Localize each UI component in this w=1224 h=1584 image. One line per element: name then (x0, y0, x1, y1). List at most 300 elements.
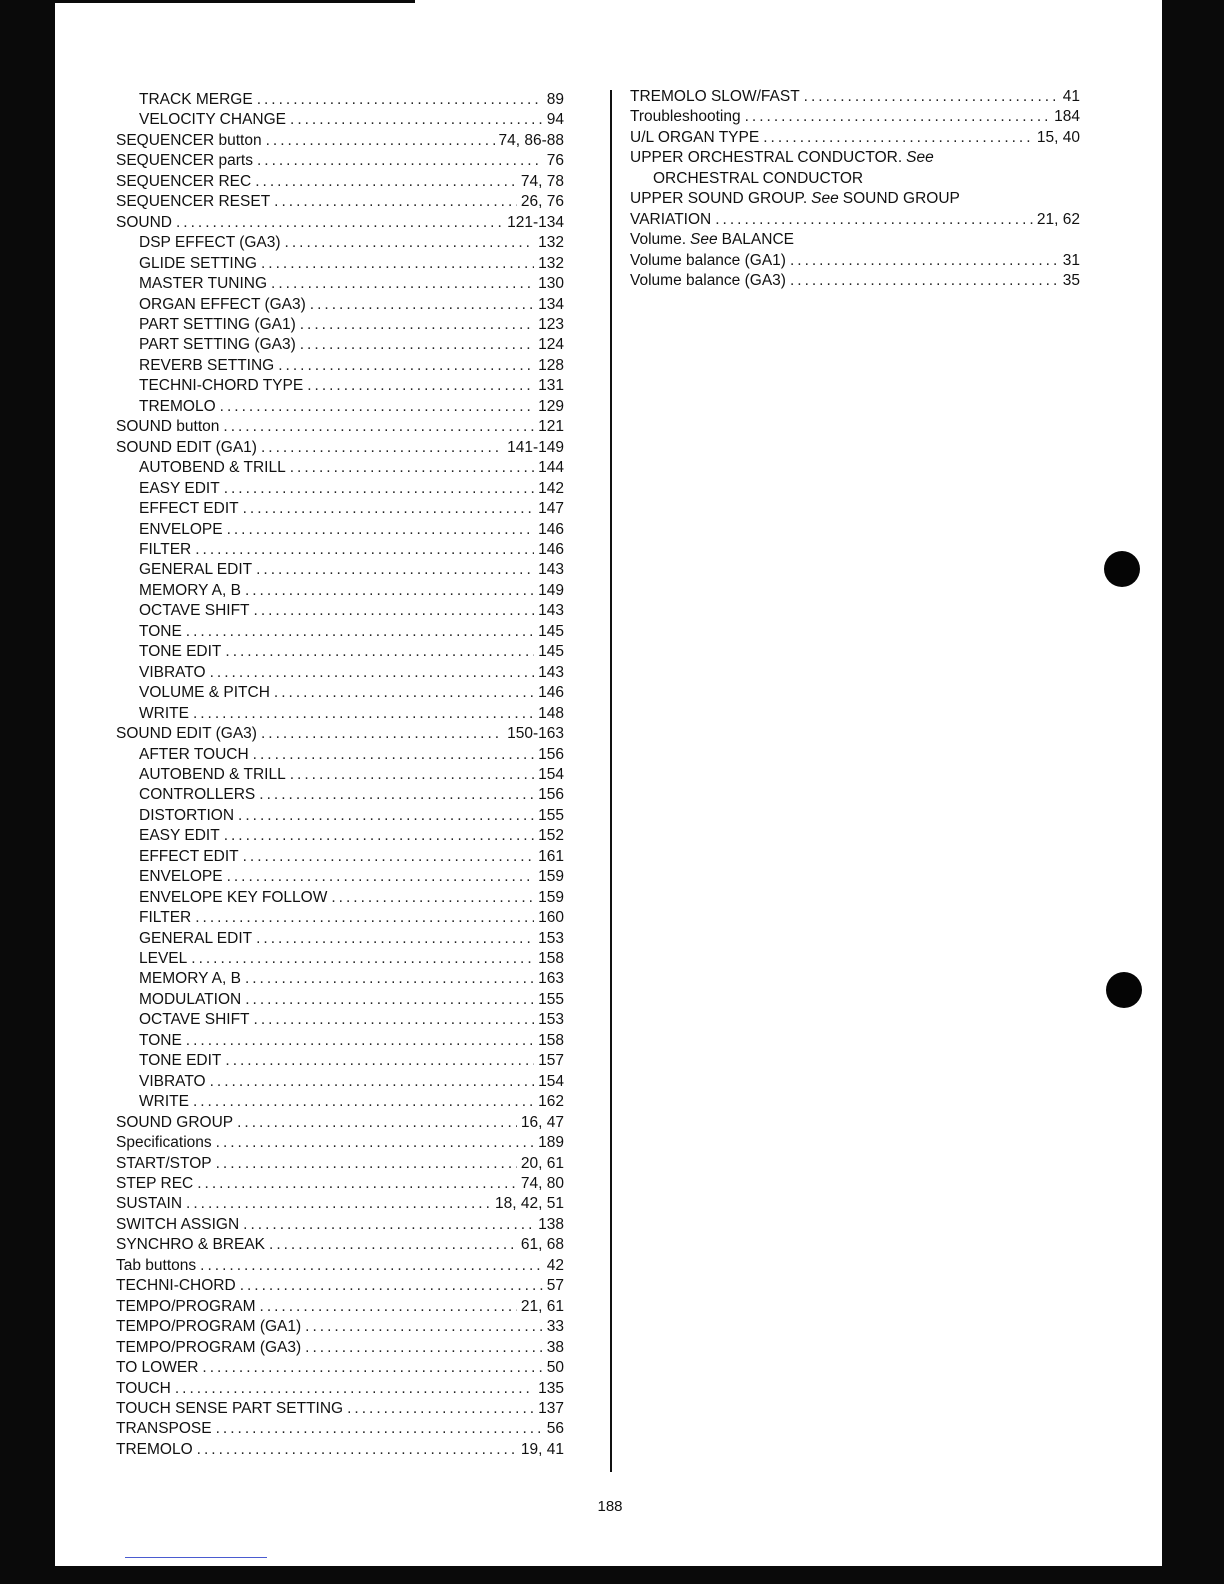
index-term: Tab buttons (116, 1256, 197, 1274)
index-entry (116, 213, 564, 233)
dot-leader (225, 642, 534, 662)
index-term: AFTER TOUCH (139, 745, 249, 763)
index-entry (116, 1072, 564, 1092)
index-term: TRACK MERGE (139, 91, 253, 108)
index-entry (116, 295, 564, 315)
dot-leader (274, 683, 534, 703)
index-page-ref: 74, 80 (520, 1175, 564, 1193)
dot-leader (220, 397, 534, 417)
dot-leader (307, 376, 534, 396)
index-entry (116, 335, 564, 355)
index-entry (116, 560, 564, 580)
index-term: SOUND EDIT (GA1) (116, 438, 257, 456)
dot-leader (210, 1072, 535, 1092)
dot-leader (715, 210, 1033, 230)
index-term: SOUND (116, 213, 172, 231)
dot-leader (285, 233, 535, 253)
index-term: EFFECT EDIT (139, 500, 239, 518)
index-entry (116, 274, 564, 294)
dot-leader (186, 1194, 491, 1214)
index-page-ref: 142 (538, 479, 564, 497)
index-entry (116, 1215, 564, 1235)
dot-leader (223, 417, 534, 437)
index-term: ENVELOPE (139, 520, 223, 538)
index-page-ref: 124 (538, 336, 564, 354)
dot-leader (243, 499, 535, 519)
index-entry (630, 169, 1080, 189)
index-page-ref: 123 (538, 315, 564, 333)
index-page-ref: 57 (546, 1277, 564, 1295)
index-page-ref: 20, 61 (520, 1154, 564, 1172)
index-page-ref: 132 (538, 254, 564, 272)
dot-leader (210, 663, 535, 683)
dot-leader (269, 1235, 517, 1255)
index-term: TEMPO/PROGRAM (GA1) (116, 1318, 302, 1336)
see-reference: See (690, 231, 718, 249)
index-entry (116, 642, 564, 662)
index-entry (116, 1317, 564, 1337)
dot-leader (271, 274, 534, 294)
index-entry (116, 1379, 564, 1399)
index-entry (116, 1235, 564, 1255)
index-term: VIBRATO (139, 663, 206, 681)
dot-leader (290, 458, 534, 478)
index-entry (116, 131, 564, 151)
index-page-ref: 150-163 (507, 725, 564, 743)
index-term: TECHNI-CHORD TYPE (139, 377, 304, 395)
index-page-ref: 134 (538, 295, 564, 313)
index-term: AUTOBEND & TRILL (139, 459, 286, 477)
index-page-ref: 156 (538, 745, 564, 763)
index-page-ref: 158 (538, 1031, 564, 1049)
index-entry (116, 1338, 564, 1358)
index-term: SEQUENCER parts (116, 152, 253, 170)
scan-edge-top (55, 0, 415, 3)
see-target: SOUND GROUP (842, 190, 960, 208)
index-term: TECHNI-CHORD (116, 1277, 236, 1295)
index-page-ref: 184 (1054, 108, 1080, 126)
index-entry (116, 520, 564, 540)
index-entry (116, 990, 564, 1010)
index-entry (116, 254, 564, 274)
index-page-ref: 94 (546, 111, 564, 129)
index-page-ref: 33 (546, 1318, 564, 1336)
index-term: PART SETTING (GA3) (139, 336, 296, 354)
index-page-ref: 148 (538, 704, 564, 722)
index-term: SOUND GROUP (116, 1113, 234, 1131)
index-term: TOUCH SENSE PART SETTING (116, 1400, 344, 1417)
index-entry (116, 908, 564, 928)
column-divider (610, 90, 612, 1472)
index-entry (116, 847, 564, 867)
dot-leader (331, 888, 534, 908)
index-term: START/STOP (116, 1154, 212, 1172)
index-page-ref: 121-134 (507, 213, 564, 231)
index-entry (116, 90, 564, 110)
index-page-ref: 147 (538, 500, 564, 518)
index-page-ref: 143 (538, 663, 564, 681)
index-term: TEMPO/PROGRAM (116, 1297, 256, 1315)
index-entry (116, 376, 564, 396)
index-term: OCTAVE SHIFT (139, 602, 250, 620)
dot-leader (202, 1358, 542, 1378)
index-page-ref: 131 (538, 377, 564, 395)
index-page-ref: 156 (538, 786, 564, 804)
index-entry (116, 315, 564, 335)
index-entry (116, 969, 564, 989)
index-term: Volume balance (GA3) (630, 272, 786, 290)
index-page-ref: 157 (538, 1052, 564, 1070)
dot-leader (245, 581, 534, 601)
index-page-ref: 162 (538, 1093, 564, 1111)
dot-leader (186, 1031, 534, 1051)
index-page-ref: 74, 78 (520, 172, 564, 190)
index-page-ref: 160 (538, 909, 564, 927)
dot-leader (240, 1276, 543, 1296)
index-page-ref: 143 (538, 561, 564, 579)
index-entry (116, 356, 564, 376)
index-page-ref: 26, 76 (520, 193, 564, 211)
index-term: TONE EDIT (139, 1052, 222, 1070)
dot-leader (790, 271, 1059, 291)
index-term: VARIATION (630, 210, 712, 228)
dot-leader (191, 949, 534, 969)
index-term: DISTORTION (139, 806, 235, 824)
see-reference: See (906, 149, 934, 167)
index-term: UPPER SOUND GROUP. (630, 190, 808, 208)
index-page-ref: 50 (546, 1359, 564, 1377)
index-entry (116, 704, 564, 724)
index-entry (116, 581, 564, 601)
index-term: SYNCHRO & BREAK (116, 1236, 266, 1254)
binder-hole-top (1104, 551, 1140, 587)
dot-leader (290, 110, 543, 130)
index-page-ref: 146 (538, 520, 564, 538)
dot-leader (305, 1317, 543, 1337)
index-term: LEVEL (139, 950, 188, 968)
index-term: FILTER (139, 540, 192, 558)
index-page-ref: 135 (538, 1379, 564, 1397)
dot-leader (254, 1010, 535, 1030)
index-term: Troubleshooting (630, 108, 741, 126)
see-target: BALANCE (721, 231, 794, 249)
dot-leader (243, 1215, 534, 1235)
index-entry (116, 397, 564, 417)
index-entry (116, 724, 564, 744)
index-term: AUTOBEND & TRILL (139, 765, 286, 783)
index-entry (116, 479, 564, 499)
index-entry (116, 806, 564, 826)
index-entry (116, 1399, 564, 1419)
dot-leader (804, 87, 1059, 107)
index-page-ref: 159 (538, 888, 564, 906)
index-page-ref: 130 (538, 275, 564, 293)
index-entry (116, 172, 564, 192)
index-term: GENERAL EDIT (139, 929, 253, 947)
index-term: Volume balance (GA1) (630, 251, 786, 269)
index-entry (116, 1154, 564, 1174)
index-term: OCTAVE SHIFT (139, 1011, 250, 1029)
dot-leader (300, 315, 534, 335)
binder-hole-bottom (1106, 972, 1142, 1008)
index-term: TRANSPOSE (116, 1420, 212, 1438)
index-entry (630, 107, 1080, 127)
dot-leader (245, 990, 534, 1010)
dot-leader (193, 704, 534, 724)
index-entry (630, 210, 1080, 230)
dot-leader (225, 1051, 534, 1071)
index-entry (116, 785, 564, 805)
index-entry (116, 1010, 564, 1030)
dot-leader (227, 867, 535, 887)
index-page-ref: 155 (538, 806, 564, 824)
index-term: MEMORY A, B (139, 970, 241, 988)
index-entry (116, 1051, 564, 1071)
index-page-ref: 149 (538, 581, 564, 599)
index-page-ref: 152 (538, 827, 564, 845)
index-term: EFFECT EDIT (139, 847, 239, 865)
index-term: VIBRATO (139, 1072, 206, 1090)
index-column-right (630, 87, 1080, 292)
dot-leader (216, 1419, 543, 1439)
index-term: TREMOLO (116, 1440, 193, 1458)
dot-leader (261, 438, 503, 458)
index-term: ENVELOPE KEY FOLLOW (139, 888, 328, 906)
index-entry (116, 622, 564, 642)
dot-leader (763, 128, 1033, 148)
index-term: MEMORY A, B (139, 581, 241, 599)
index-term: VOLUME & PITCH (139, 684, 270, 702)
dot-leader (216, 1133, 534, 1153)
dot-leader (266, 131, 495, 151)
index-page-ref: 74, 86-88 (498, 131, 564, 149)
dot-leader (186, 622, 534, 642)
index-page-ref: 61, 68 (520, 1236, 564, 1254)
index-term: PART SETTING (GA1) (139, 315, 296, 333)
index-entry (116, 458, 564, 478)
dot-leader (278, 356, 534, 376)
index-term: TOUCH (116, 1379, 171, 1397)
index-page-ref: 56 (546, 1420, 564, 1438)
dot-leader (790, 251, 1059, 271)
index-term: UPPER ORCHESTRAL CONDUCTOR. (630, 149, 903, 167)
index-term: VELOCITY CHANGE (139, 111, 287, 129)
dot-leader (259, 785, 534, 805)
see-reference: See (811, 190, 839, 208)
index-entry (116, 826, 564, 846)
index-page-ref: 35 (1062, 272, 1080, 290)
dot-leader (347, 1399, 534, 1419)
index-page-ref: 144 (538, 459, 564, 477)
index-term: MODULATION (139, 990, 242, 1008)
dot-leader (745, 107, 1051, 127)
index-term: EASY EDIT (139, 479, 220, 497)
index-term: TEMPO/PROGRAM (GA3) (116, 1338, 302, 1356)
dot-leader (305, 1338, 543, 1358)
dot-leader (200, 1256, 543, 1276)
index-entry (116, 1440, 564, 1460)
index-entry (116, 949, 564, 969)
index-page-ref: 154 (538, 765, 564, 783)
index-page-ref: 138 (538, 1215, 564, 1233)
dot-leader (261, 254, 534, 274)
index-term: TONE EDIT (139, 643, 222, 661)
index-page-ref: 38 (546, 1338, 564, 1356)
scan-edge-right (1162, 0, 1224, 1584)
index-term: GENERAL EDIT (139, 561, 253, 579)
index-page-ref: 146 (538, 684, 564, 702)
dot-leader (243, 847, 535, 867)
page-number: 188 (597, 1498, 623, 1515)
index-page-ref: 42 (546, 1256, 564, 1274)
index-entry (116, 417, 564, 437)
index-term: SEQUENCER REC (116, 172, 252, 190)
index-page-ref: 153 (538, 929, 564, 947)
index-page-ref: 161 (538, 847, 564, 865)
index-entry (116, 110, 564, 130)
index-entry (116, 745, 564, 765)
index-term: STEP REC (116, 1175, 194, 1193)
index-entry (630, 271, 1080, 291)
dot-leader (193, 1092, 534, 1112)
dot-leader (175, 1379, 534, 1399)
index-term: REVERB SETTING (139, 356, 275, 374)
index-entry (116, 540, 564, 560)
index-entry (116, 192, 564, 212)
index-entry (630, 128, 1080, 148)
index-entry (116, 888, 564, 908)
index-term: SWITCH ASSIGN (116, 1215, 240, 1233)
dot-leader (257, 151, 543, 171)
index-term: ORCHESTRAL CONDUCTOR (653, 169, 864, 187)
index-entry (116, 499, 564, 519)
index-page-ref: 145 (538, 643, 564, 661)
dot-leader (310, 295, 534, 315)
index-page-ref: 155 (538, 990, 564, 1008)
index-term: U/L ORGAN TYPE (630, 128, 760, 146)
index-entry (630, 189, 1080, 209)
dot-leader (195, 908, 534, 928)
dot-leader (227, 520, 535, 540)
index-column-left (116, 90, 564, 1460)
index-page-ref: 89 (546, 91, 564, 108)
dot-leader (261, 724, 503, 744)
index-entry (116, 1256, 564, 1276)
index-entry (116, 765, 564, 785)
index-term: SEQUENCER button (116, 131, 262, 149)
index-term: EASY EDIT (139, 827, 220, 845)
index-entry (116, 1194, 564, 1214)
index-page-ref: 163 (538, 970, 564, 988)
index-page-ref: 132 (538, 234, 564, 252)
index-page-ref: 31 (1062, 251, 1080, 269)
dot-leader (256, 560, 534, 580)
dot-leader (253, 745, 534, 765)
index-term: SUSTAIN (116, 1195, 183, 1213)
index-page-ref: 145 (538, 622, 564, 640)
index-page-ref: 121 (538, 418, 564, 436)
index-entry (116, 867, 564, 887)
index-term: WRITE (139, 704, 189, 722)
index-entry (116, 1133, 564, 1153)
index-term: GLIDE SETTING (139, 254, 257, 272)
index-page-ref: 143 (538, 602, 564, 620)
dot-leader (176, 213, 503, 233)
index-page-ref: 141-149 (507, 438, 564, 456)
index-entry (116, 929, 564, 949)
index-page-ref: 18, 42, 51 (495, 1195, 564, 1213)
index-term: SOUND EDIT (GA3) (116, 725, 257, 743)
index-page-ref: 21, 62 (1036, 210, 1080, 228)
index-entry (630, 251, 1080, 271)
index-page-ref: 15, 40 (1036, 128, 1080, 146)
index-entry (630, 230, 1080, 250)
index-entry (116, 1092, 564, 1112)
footer-rule (125, 1557, 267, 1558)
dot-leader (300, 335, 534, 355)
index-page-ref: 189 (538, 1134, 564, 1152)
index-page-ref: 76 (546, 152, 564, 170)
dot-leader (254, 601, 535, 621)
scan-edge-bottom (0, 1566, 1224, 1584)
index-entry (630, 148, 1080, 168)
index-term: SOUND button (116, 418, 220, 436)
dot-leader (260, 1297, 517, 1317)
index-page-ref: 153 (538, 1011, 564, 1029)
dot-leader (238, 806, 534, 826)
index-term: SEQUENCER RESET (116, 193, 271, 211)
index-term: TONE (139, 1031, 182, 1049)
index-entry (116, 1113, 564, 1133)
index-term: ENVELOPE (139, 868, 223, 886)
index-term: TREMOLO (139, 397, 216, 415)
scan-edge-left (0, 0, 55, 1584)
index-page-ref: 158 (538, 950, 564, 968)
index-page-ref: 21, 61 (520, 1297, 564, 1315)
index-term: Specifications (116, 1134, 212, 1152)
index-entry (116, 1419, 564, 1439)
dot-leader (197, 1174, 517, 1194)
dot-leader (256, 929, 534, 949)
dot-leader (224, 826, 534, 846)
dot-leader (195, 540, 534, 560)
index-entry (116, 233, 564, 253)
index-page-ref: 41 (1062, 88, 1080, 105)
dot-leader (245, 969, 534, 989)
index-term: Volume. (630, 231, 687, 249)
dot-leader (197, 1440, 517, 1460)
index-entry (630, 87, 1080, 107)
index-page-ref: 128 (538, 356, 564, 374)
index-entry (116, 1358, 564, 1378)
index-term: CONTROLLERS (139, 786, 256, 804)
index-term: FILTER (139, 909, 192, 927)
index-term: TREMOLO SLOW/FAST (630, 88, 800, 105)
dot-leader (290, 765, 534, 785)
dot-leader (257, 90, 543, 110)
dot-leader (224, 479, 534, 499)
index-page-ref: 146 (538, 540, 564, 558)
dot-leader (274, 192, 517, 212)
index-term: TONE (139, 622, 182, 640)
index-term: ORGAN EFFECT (GA3) (139, 295, 306, 313)
dot-leader (255, 172, 517, 192)
index-page-ref: 137 (538, 1400, 564, 1417)
index-entry (116, 683, 564, 703)
index-term: DSP EFFECT (GA3) (139, 234, 281, 252)
index-page-ref: 129 (538, 397, 564, 415)
index-entry (116, 438, 564, 458)
